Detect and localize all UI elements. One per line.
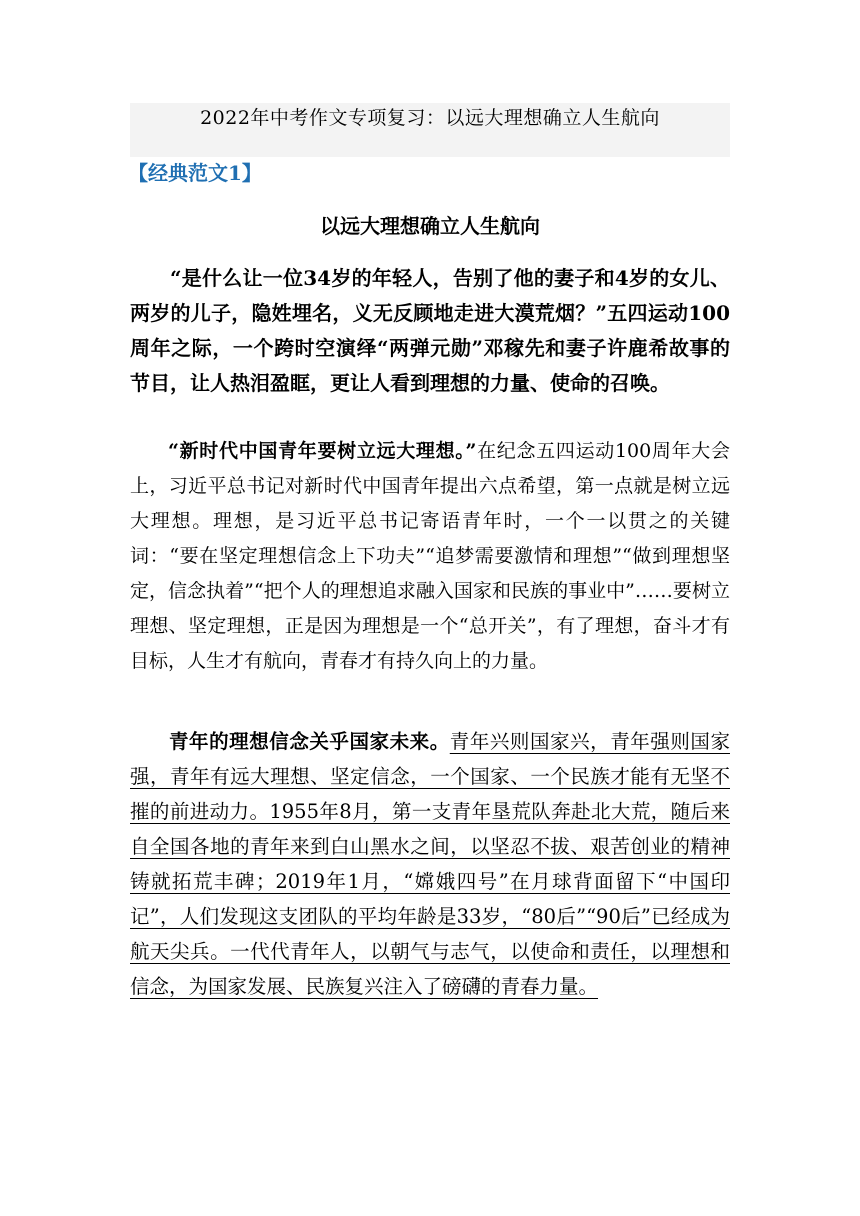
paragraph-3-lead: 青年的理想信念关乎国家未来。 [169, 730, 450, 753]
paragraph-1: “是什么让一位34岁的年轻人，告别了他的妻子和4岁的女儿、两岁的儿子，隐姓埋名，义无反顾地走进大漠荒烟？”五四运动100周年之际，一个跨时空演绎“两弹元勋”邓稼先和妻子许鹿希故事的节目，让人热泪盈眶，更让人看到理想的力量、使命的召唤。 [130, 266, 730, 395]
document-title: 2022年中考作文专项复习：以远大理想确立人生航向 [200, 107, 660, 129]
paragraph-2 [130, 434, 730, 679]
paragraph-2-lead: “新时代中国青年要树立远大理想。” [168, 440, 477, 462]
essay-title: 以远大理想确立人生航向 [320, 214, 540, 238]
paragraph-2-body: 在纪念五四运动100周年大会上，习近平总书记对新时代中国青年提出六点希望，第一点就是树立远大理想。理想，是习近平总书记寄语青年时，一个一以贯之的关键词：“要在坚定理想信念上下功夫”“追梦需要激情和理想”“做到理想坚定，信念执着”“把个人的理想追求融入国家和民族的事业中”……要树立理想、坚定理想，正是因为理想是一个“总开关”，有了理想，奋斗才有目标，人生才有航向，青春才有持久向上的力量。 [130, 440, 730, 672]
paragraph-3 [130, 724, 730, 1004]
section-label: 【经典范文1】 [128, 161, 262, 185]
paragraph-3-underlined-body: 青年兴则国家兴，青年强则国家强，青年有远大理想、坚定信念，一个国家、一个民族才能有无坚不摧的前进动力。1955年8月，第一支青年垦荒队奔赴北大荒，随后来自全国各地的青年来到白山黑水之间，以坚忍不拔、艰苦创业的精神铸就拓荒丰碑；2019年1月，“嫦娥四号”在月球背面留下“中国印记”，人们发现这支团队的平均年龄是33岁，“80后”“90后”已经成为航天尖兵。一代代青年人，以朝气与志气，以使命和责任，以理想和信念，为国家发展、民族复兴注入了磅礴的青春力量。 [130, 730, 730, 998]
